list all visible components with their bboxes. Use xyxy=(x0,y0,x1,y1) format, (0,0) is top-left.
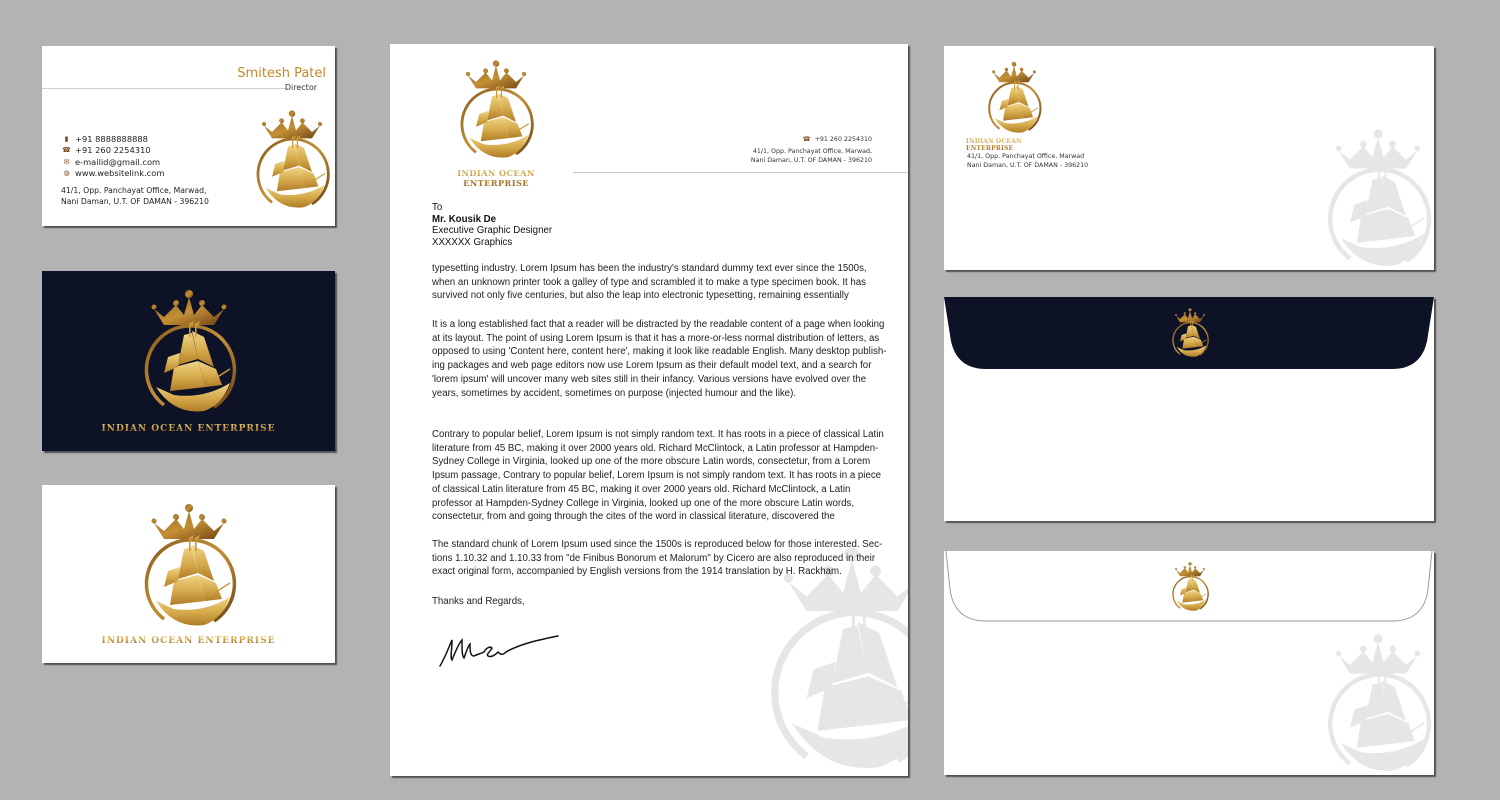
business-card-front xyxy=(42,46,335,226)
envelope-back-white-flap xyxy=(944,551,1434,775)
card-address-line-1: 41/1, Opp. Panchayat Office, Marwad, xyxy=(61,186,207,195)
letter-paragraph-2: It is a long established fact that a reader will be distracted by the readable content of a page when looking at its layout. The point of using Lorem Ipsum is that it has a more-or-less normal distribution of letters, as opposed to using 'Content here, content here', making it look like readable English. Many desktop publish-ing packages and web page editors now use Lorem Ipsum as their default model text, and a search for 'lorem ipsum' will uncover many web sites still in their infancy. Various versions have evolved over the years, sometimes by accident, sometimes on purpose (injected humour and the like). xyxy=(432,319,887,399)
contact-website-text: www.websitelink.com xyxy=(75,168,165,179)
recipient-company: XXXXXX Graphics xyxy=(432,237,513,249)
card-address xyxy=(61,185,209,207)
card-address-line-2: Nani Daman, U.T. OF DAMAN - 396210 xyxy=(61,197,209,206)
crowned-ship-logo-icon xyxy=(1168,305,1212,361)
envelope-back-dark-flap xyxy=(944,297,1434,521)
crowned-ship-logo-icon xyxy=(982,60,1046,136)
letterhead-header-divider xyxy=(573,172,908,173)
letterhead-contact xyxy=(751,135,872,166)
letter-closing: Thanks and Regards, xyxy=(432,596,525,607)
ship-watermark-icon xyxy=(1316,631,1434,775)
contact-mobile-text: +91 8888888888 xyxy=(75,133,148,144)
envelope-address-line-1: 41/1, Opp. Panchayat Office, Marwad xyxy=(967,153,1085,160)
card-contact-list xyxy=(62,133,164,179)
card-person-name: Smitesh Patel xyxy=(237,66,326,81)
card-person-title: Director xyxy=(284,83,317,92)
letter-paragraph-3: Contrary to popular belief, Lorem Ipsum is not simply random text. It has roots in a piece of classical Latin literature from 45 BC, making it over 2000 years old. Richard McClintock, a Latin professor at Hampden-Sydney College in Virginia, looked up one of the more obscure Latin words, consectetur, from a Lorem Ipsum passage, Contrary to popular belief, Lorem Ipsum is not simply random text. It has roots in a piece of classical Latin literature from 45 BC, making it over 2000 years old. Richard McClintock, a Latin professor at Hampden-Sydney College in Virginia, looked up one of the more obscure Latin words, consectetur, from and going through the cites of the word in classical literature, discovered the xyxy=(432,429,884,523)
contact-website xyxy=(62,168,164,180)
globe-icon: ◍ xyxy=(63,169,70,178)
letterhead-address-line-1: 41/1, Opp. Panchayat Office, Marwad, xyxy=(752,147,872,155)
ship-watermark-icon xyxy=(1316,126,1434,270)
envelope-address xyxy=(967,152,1088,170)
mobile-phone-icon: ▮ xyxy=(64,134,69,143)
company-name: INDIAN OCEAN ENTERPRISE xyxy=(430,168,562,188)
recipient-salutation: To xyxy=(432,202,443,213)
crowned-ship-logo-icon xyxy=(134,287,244,417)
contact-email-text: e-mailid@gmail.com xyxy=(75,156,161,167)
contact-telephone xyxy=(62,145,164,157)
letterhead-phone-row xyxy=(751,135,872,145)
envelope-front xyxy=(944,46,1434,270)
signature-icon xyxy=(438,632,560,677)
recipient-designation: Executive Graphic Designer xyxy=(432,225,553,237)
business-card-back-dark xyxy=(42,271,335,451)
letter-paragraph-4: The standard chunk of Lorem Ipsum used since the 1500s is reproduced below for those interested. Sec-tions 1.10.32 and 1.10.33 from "de Finibus Bonorum et Malorum" by Cicero are also reproduced in their exact original form, accompanied by English versions from the 1914 translation by H. Rackham. xyxy=(432,539,883,578)
card-divider xyxy=(42,88,288,89)
letter-paragraph-1: typesetting industry. Lorem Ipsum has been the industry's standard dummy text ever since the 1500s, when an unknown printer took a galley of type and scrambled it to make a type specimen book. It has survived not only five centuries, but also the leap into electronic typesetting, remaining essentially xyxy=(432,263,867,302)
crowned-ship-logo-icon xyxy=(248,108,335,212)
envelope-address-line-2: Nani Daman, U.T. OF DAMAN - 396210 xyxy=(967,162,1089,169)
telephone-icon: ☎ xyxy=(62,146,71,155)
business-card-back-white xyxy=(42,485,335,663)
letterhead xyxy=(390,44,908,776)
letterhead-phone: +91 260 2254310 xyxy=(814,136,872,143)
company-name: INDIAN OCEAN ENTERPRISE xyxy=(42,424,335,434)
crowned-ship-logo-icon xyxy=(452,58,540,162)
telephone-icon: ☎ xyxy=(802,136,811,143)
crowned-ship-logo-icon xyxy=(134,501,244,631)
recipient-name: Mr. Kousik De xyxy=(432,213,497,225)
contact-mobile xyxy=(62,133,164,145)
email-icon: ✉ xyxy=(63,157,70,166)
crowned-ship-logo-icon xyxy=(1168,559,1212,615)
company-name: INDIAN OCEAN ENTERPRISE xyxy=(966,138,1060,152)
recipient-block xyxy=(432,202,552,249)
contact-telephone-text: +91 260 2254310 xyxy=(75,145,151,156)
letterhead-address-line-2: Nani Daman, U.T. OF DAMAN - 396210 xyxy=(750,157,872,164)
company-name: INDIAN OCEAN ENTERPRISE xyxy=(42,636,335,646)
contact-email xyxy=(62,156,164,168)
